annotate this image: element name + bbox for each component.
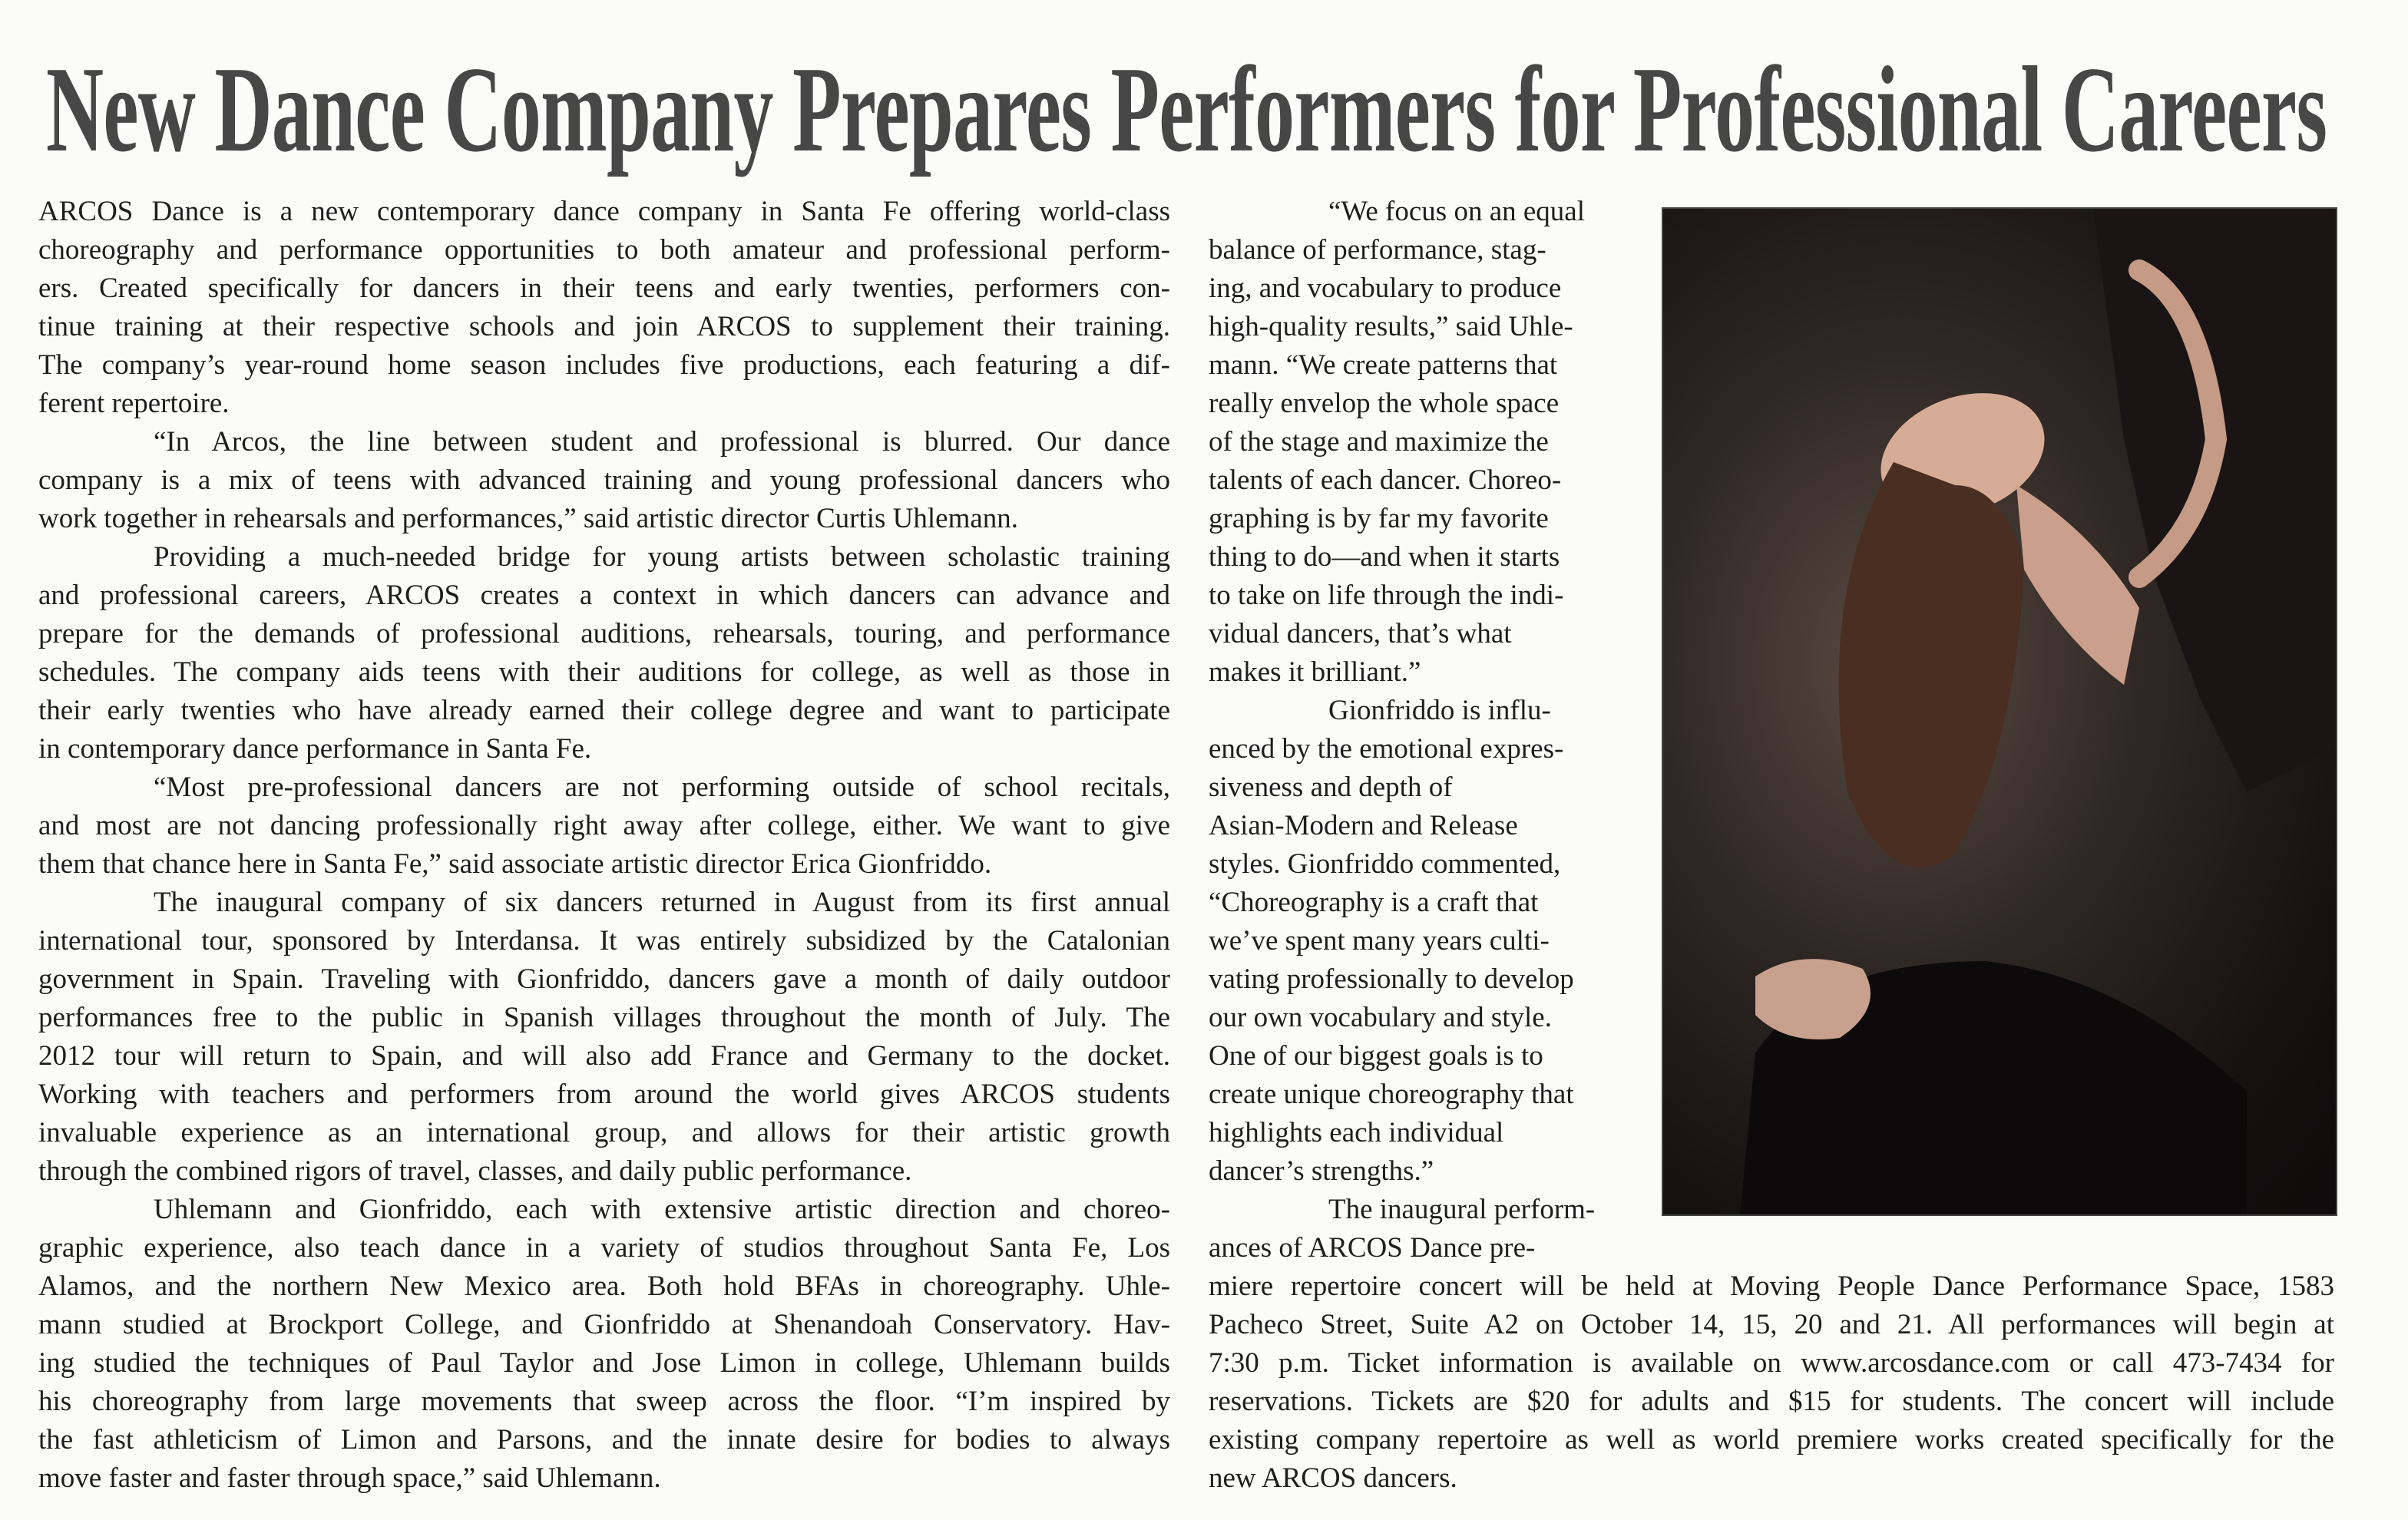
- text-line: in contemporary dance performance in Santa Fe.: [38, 733, 592, 765]
- text-line: 2012 tour will return to Spain, and will also add France and Germany to the docket.: [38, 1040, 1170, 1072]
- text-line: “Choreography is a craft that: [1209, 887, 1539, 918]
- text-line: 7:30 p.m. Ticket information is available on www.arcosdance.com or call 473-7434 for: [1209, 1347, 2334, 1379]
- text-line: “In Arcos, the line between student and professional is blurred. Our dance: [154, 426, 1170, 458]
- text-line: “We focus on an equal: [1328, 196, 1585, 227]
- text-line: really envelop the whole space: [1209, 388, 1560, 419]
- text-line: Pacheco Street, Suite A2 on October 14, 15, 20 and 21. All performances will begin at: [1209, 1309, 2334, 1340]
- text-line: Gionfriddo is influ-: [1328, 695, 1551, 726]
- text-line: to take on life through the indi-: [1209, 580, 1564, 611]
- text-line: and most are not dancing professionally right away after college, either. We want to give: [38, 810, 1170, 841]
- text-line: the fast athleticism of Limon and Parsons, and the innate desire for bodies to always: [38, 1424, 1170, 1456]
- text-line: thing to do—and when it starts: [1209, 541, 1560, 573]
- text-line: existing company repertoire as well as world premiere works created specifically for the: [1209, 1424, 2334, 1456]
- text-line: styles. Gionfriddo commented,: [1209, 848, 1561, 880]
- text-line: siveness and depth of: [1209, 772, 1453, 803]
- text-line: our own vocabulary and style.: [1209, 1002, 1552, 1033]
- text-line: high-quality results,” said Uhle-: [1209, 311, 1573, 342]
- text-line: miere repertoire concert will be held at Moving People Dance Performance Space, 1583: [1209, 1271, 2334, 1302]
- text-line: balance of performance, stag-: [1209, 234, 1546, 266]
- text-line: move faster and faster through space,” said Uhlemann.: [38, 1462, 661, 1494]
- text-line: and professional careers, ARCOS creates a context in which dancers can advance and: [38, 580, 1170, 611]
- text-line: government in Spain. Traveling with Gionfriddo, dancers gave a month of daily outdoor: [38, 963, 1170, 995]
- text-line: Alamos, and the northern New Mexico area. Both hold BFAs in choreography. Uhle-: [38, 1271, 1170, 1302]
- text-line: talents of each dancer. Choreo-: [1209, 464, 1562, 496]
- headline: New Dance Company Prepares Performers for Professional Careers: [46, 41, 2327, 177]
- text-line: their early twenties who have already earned their college degree and want to participate: [38, 695, 1170, 726]
- text-line: vating professionally to develop: [1209, 963, 1574, 995]
- text-line: them that chance here in Santa Fe,” said associate artistic director Erica Gionfriddo.: [38, 848, 992, 880]
- text-line: enced by the emotional expres-: [1209, 733, 1564, 765]
- text-line: ing, and vocabulary to produce: [1209, 273, 1562, 304]
- text-line: ing studied the techniques of Paul Taylor and Jose Limon in college, Uhlemann builds: [38, 1347, 1170, 1379]
- text-line: create unique choreography that: [1209, 1079, 1574, 1110]
- text-line: ers. Created specifically for dancers in their teens and early twenties, performers con-: [38, 273, 1170, 304]
- text-line: graphic experience, also teach dance in a variety of studios throughout Santa Fe, Los: [38, 1232, 1170, 1264]
- text-line: highlights each individual: [1209, 1117, 1504, 1148]
- text-line: his choreography from large movements that sweep across the floor. “I’m inspired by: [38, 1386, 1170, 1417]
- text-line: Asian-Modern and Release: [1209, 810, 1518, 841]
- text-line: company is a mix of teens with advanced training and young professional dancers who: [38, 464, 1170, 496]
- text-line: Providing a much-needed bridge for young artists between scholastic training: [154, 541, 1170, 573]
- dancer-hair: [1839, 462, 2024, 867]
- text-line: vidual dancers, that’s what: [1209, 618, 1512, 649]
- text-line: One of our biggest goals is to: [1209, 1040, 1543, 1072]
- dancer-photo: [1662, 207, 2337, 1216]
- text-line: The company’s year-round home season includes five productions, each featuring a dif-: [38, 349, 1170, 381]
- text-line: performances free to the public in Spanish villages throughout the month of July. The: [38, 1002, 1170, 1033]
- text-line: international tour, sponsored by Interdansa. It was entirely subsidized by the Catalonian: [38, 925, 1170, 957]
- text-line: prepare for the demands of professional auditions, rehearsals, touring, and performance: [38, 618, 1170, 649]
- text-line: mann. “We create patterns that: [1209, 349, 1558, 381]
- text-line: Uhlemann and Gionfriddo, each with extensive artistic direction and choreo-: [154, 1194, 1170, 1225]
- dancer-illustration: [1663, 209, 2337, 1216]
- text-line: ances of ARCOS Dance pre-: [1209, 1232, 1536, 1264]
- text-line: The inaugural perform-: [1328, 1194, 1596, 1225]
- text-line: schedules. The company aids teens with their auditions for college, as well as those in: [38, 656, 1170, 688]
- text-line: through the combined rigors of travel, classes, and daily public performance.: [38, 1155, 912, 1187]
- text-line: “Most pre-professional dancers are not performing outside of school recitals,: [154, 772, 1170, 803]
- text-line: reservations. Tickets are $20 for adults and $15 for students. The concert will include: [1209, 1386, 2334, 1417]
- text-line: work together in rehearsals and performances,” said artistic director Curtis Uhlemann.: [38, 503, 1019, 534]
- text-line: mann studied at Brockport College, and Gionfriddo at Shenandoah Conservatory. Hav-: [38, 1309, 1170, 1340]
- text-line: ARCOS Dance is a new contemporary dance company in Santa Fe offering world-class: [38, 196, 1170, 227]
- text-line: new ARCOS dancers.: [1209, 1462, 1457, 1494]
- text-line: makes it brilliant.”: [1209, 656, 1421, 688]
- text-line: ferent repertoire.: [38, 388, 230, 419]
- dancer-body-shape: [2093, 209, 2337, 792]
- dancer-neck: [2016, 485, 2139, 685]
- text-line: we’ve spent many years culti-: [1209, 925, 1550, 957]
- text-line: dancer’s strengths.”: [1209, 1155, 1434, 1187]
- text-line: tinue training at their respective schools and join ARCOS to supplement their training.: [38, 311, 1170, 342]
- text-line: The inaugural company of six dancers returned in August from its first annual: [154, 887, 1170, 918]
- text-line: choreography and performance opportunities to both amateur and professional perform-: [38, 234, 1170, 266]
- text-line: invaluable experience as an international group, and allows for their artistic growth: [38, 1117, 1170, 1148]
- text-line: of the stage and maximize the: [1209, 426, 1549, 458]
- text-line: Working with teachers and performers from around the world gives ARCOS students: [38, 1079, 1170, 1110]
- text-line: graphing is by far my favorite: [1209, 503, 1549, 534]
- dancer-hand: [1755, 959, 1871, 1039]
